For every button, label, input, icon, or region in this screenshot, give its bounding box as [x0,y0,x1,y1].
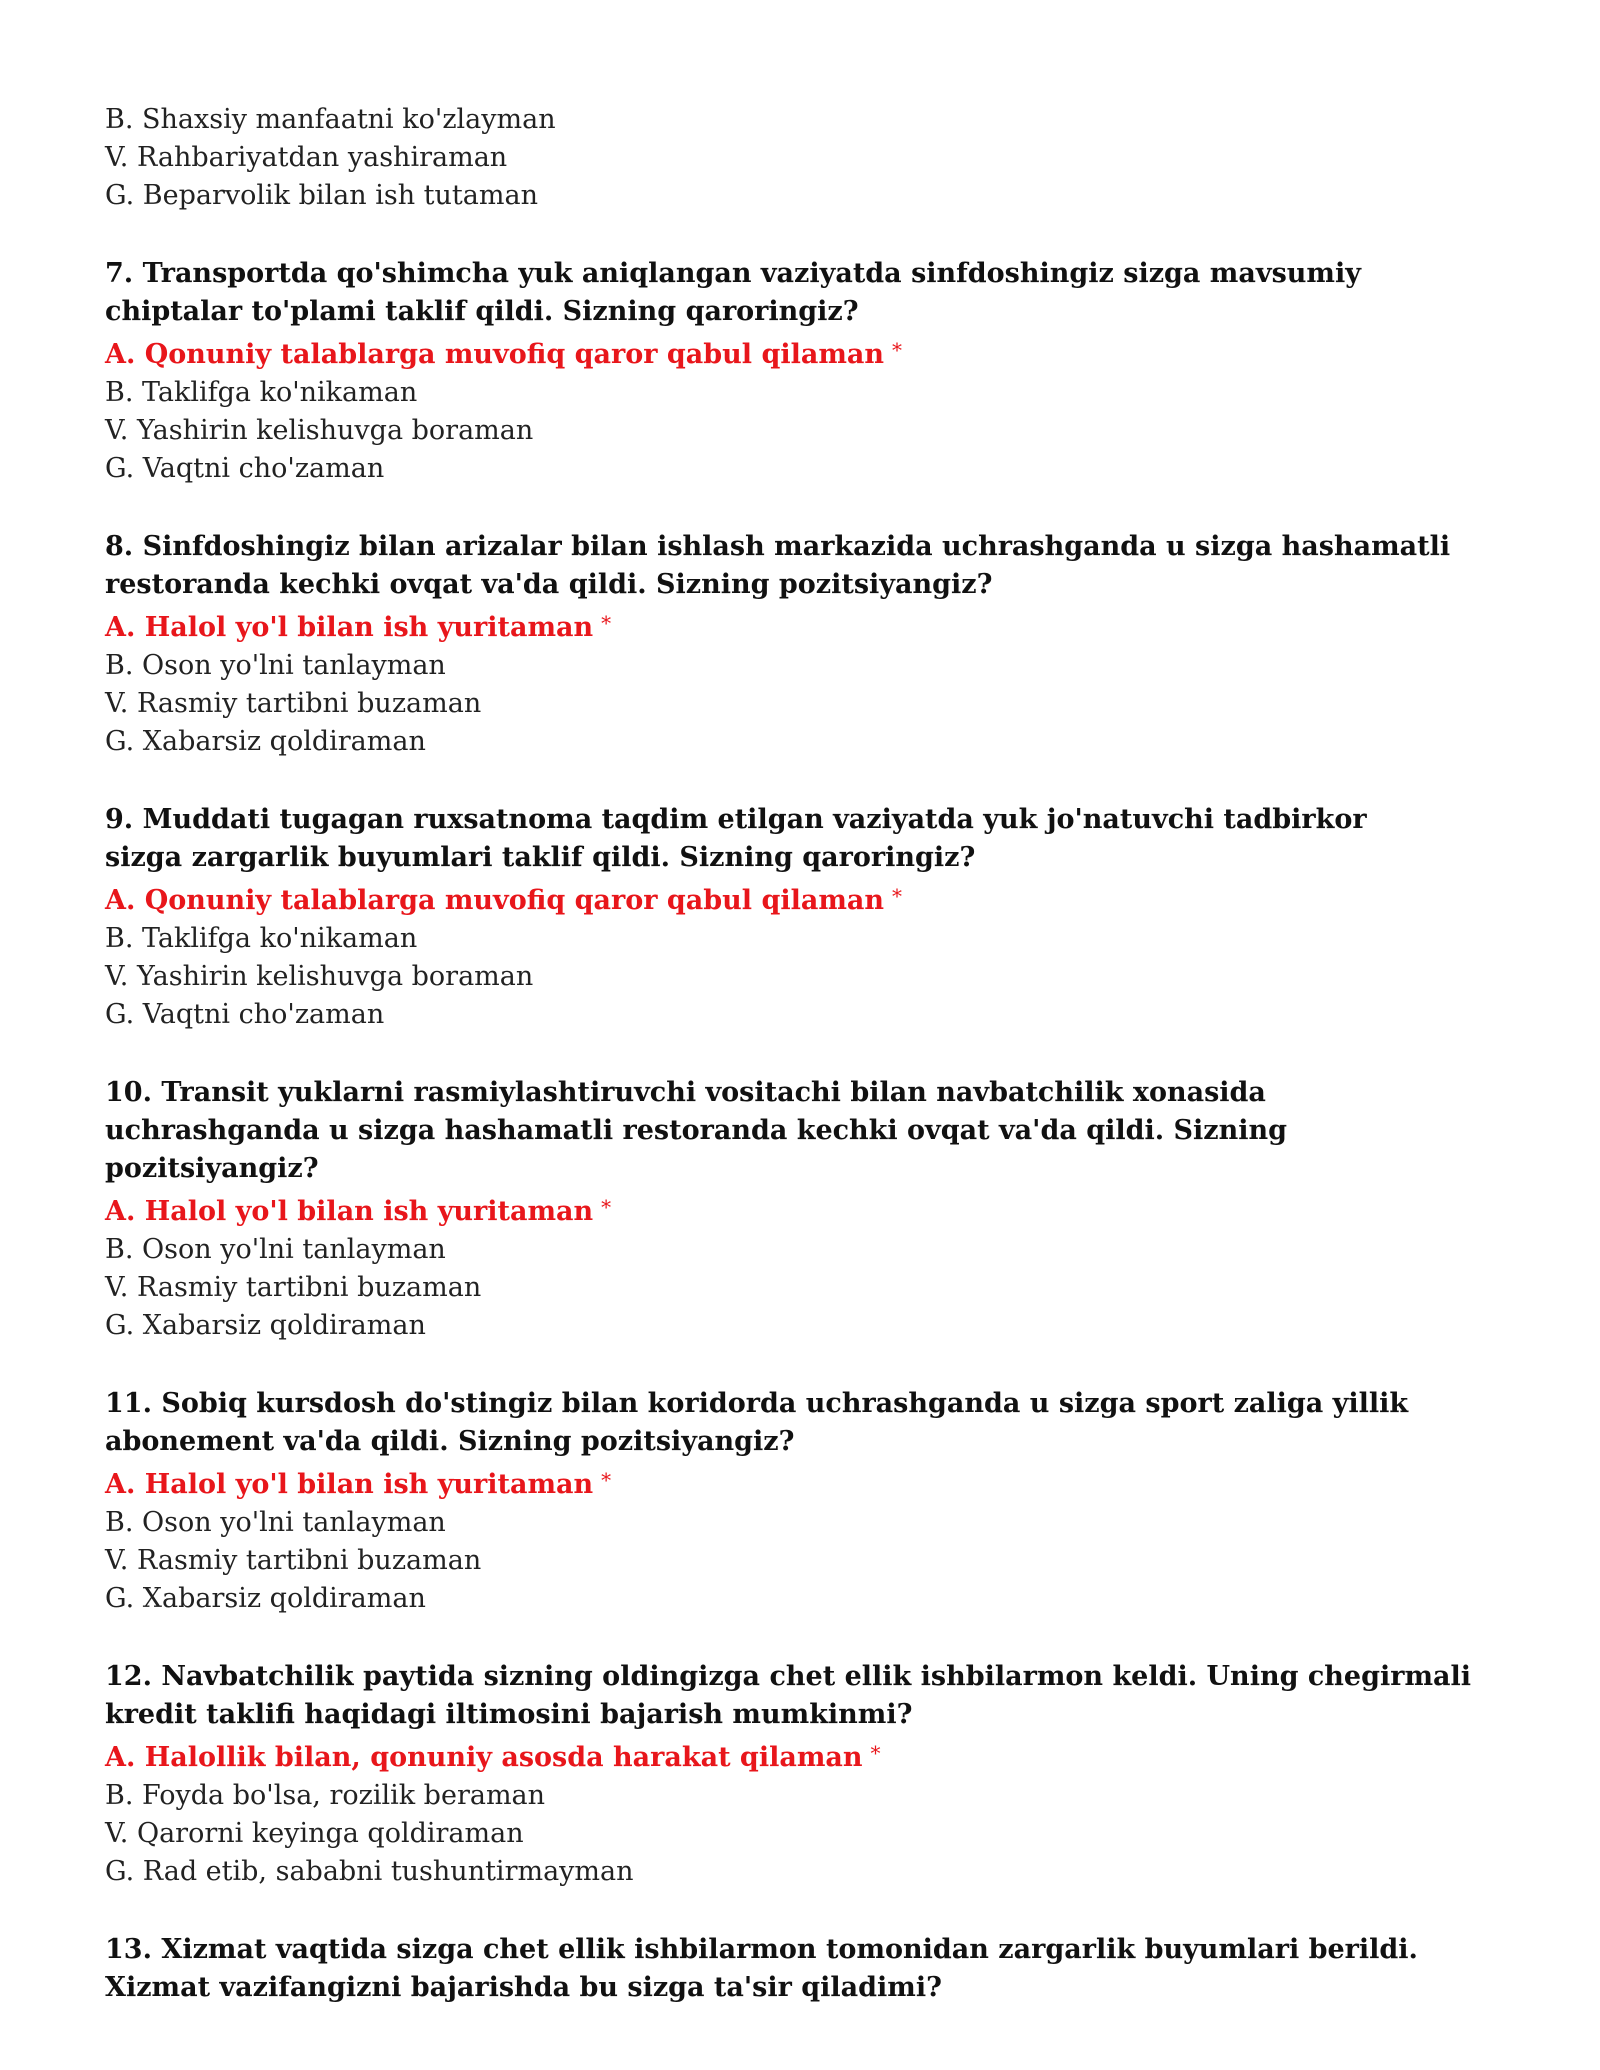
carryover-options [105,101,1505,215]
option: V. Rasmiy tartibni buzaman [105,1545,482,1576]
question-text: 13. Xizmat vaqtida sizga chet ellik ishbilarmon tomonidan zargarlik buyumlari berildi. Xizmat vazifangizni bajarishda bu sizga ta'sir qiladimi? [105,1934,1418,2003]
question-block-8 [105,528,1505,761]
option: B. Shaxsiy manfaatni ko'zlayman [105,104,556,135]
question-text: 8. Sinfdoshingiz bilan arizalar bilan ishlash markazida uchrashganda u sizga hashamatli restoranda kechki ovqat va'da qildi. Sizning pozitsiyangiz? [105,531,1451,600]
option: G. Xabarsiz qoldiraman [105,1310,426,1341]
option: V. Yashirin kelishuvga boraman [105,961,534,992]
correct-answer-text: A. Halol yo'l bilan ish yuritaman [105,612,594,643]
option: G. Xabarsiz qoldiraman [105,726,426,757]
option: V. Rasmiy tartibni buzaman [105,688,482,719]
question-text: 10. Transit yuklarni rasmiylashtiruvchi vositachi bilan navbatchilik xonasida uchrashganda u sizga hashamatli restoranda kechki ovqat va'da qildi. Sizning pozitsiyangiz? [105,1077,1288,1184]
document-page [105,101,1505,2007]
correct-marker: * [870,1741,881,1765]
option: G. Xabarsiz qoldiraman [105,1583,426,1614]
option: B. Oson yo'lni tanlayman [105,650,446,681]
option: G. Rad etib, sababni tushuntirmayman [105,1856,634,1887]
option: V. Yashirin kelishuvga boraman [105,415,534,446]
question-text: 12. Navbatchilik paytida sizning oldingizga chet ellik ishbilarmon keldi. Uning chegirmali kredit taklifi haqidagi iltimosini bajarish mumkinmi? [105,1661,1472,1730]
correct-answer-text: A. Halol yo'l bilan ish yuritaman [105,1469,594,1500]
option: G. Vaqtni cho'zaman [105,453,385,484]
correct-answer [105,1461,1505,1504]
question-block-11 [105,1385,1505,1618]
option: V. Rasmiy tartibni buzaman [105,1272,482,1303]
correct-marker: * [601,1195,612,1219]
option: V. Qarorni keyinga qoldiraman [105,1818,524,1849]
question-block-7 [105,255,1505,488]
question-block-10 [105,1074,1505,1345]
question-text: 11. Sobiq kursdosh do'stingiz bilan koridorda uchrashganda u sizga sport zaliga yillik abonement va'da qildi. Sizning pozitsiyangiz? [105,1388,1409,1457]
correct-answer [105,604,1505,647]
option: B. Taklifga ko'nikaman [105,377,418,408]
question-block-13 [105,1931,1505,2007]
option: B. Oson yo'lni tanlayman [105,1507,446,1538]
option: G. Beparvolik bilan ish tutaman [105,180,538,211]
question-block-12 [105,1658,1505,1891]
correct-answer-text: A. Qonuniy talablarga muvofiq qaror qabul qilaman [105,339,885,370]
question-block-9 [105,801,1505,1034]
option: G. Vaqtni cho'zaman [105,999,385,1030]
correct-answer [105,877,1505,920]
correct-marker: * [601,1468,612,1492]
correct-answer-text: A. Halol yo'l bilan ish yuritaman [105,1196,594,1227]
question-text: 9. Muddati tugagan ruxsatnoma taqdim etilgan vaziyatda yuk jo'natuvchi tadbirkor sizga zargarlik buyumlari taklif qildi. Sizning qaroringiz? [105,804,1367,873]
correct-answer-text: A. Qonuniy talablarga muvofiq qaror qabul qilaman [105,885,885,916]
correct-answer [105,1188,1505,1231]
correct-marker: * [892,884,903,908]
option: B. Foyda bo'lsa, rozilik beraman [105,1780,546,1811]
question-text: 7. Transportda qo'shimcha yuk aniqlangan vaziyatda sinfdoshingiz sizga mavsumiy chiptalar to'plami taklif qildi. Sizning qaroringiz? [105,258,1361,327]
option: B. Taklifga ko'nikaman [105,923,418,954]
correct-answer-text: A. Halollik bilan, qonuniy asosda harakat qilaman [105,1742,863,1773]
correct-answer [105,331,1505,374]
correct-marker: * [601,611,612,635]
option: B. Oson yo'lni tanlayman [105,1234,446,1265]
correct-marker: * [892,338,903,362]
option: V. Rahbariyatdan yashiraman [105,142,508,173]
correct-answer [105,1734,1505,1777]
